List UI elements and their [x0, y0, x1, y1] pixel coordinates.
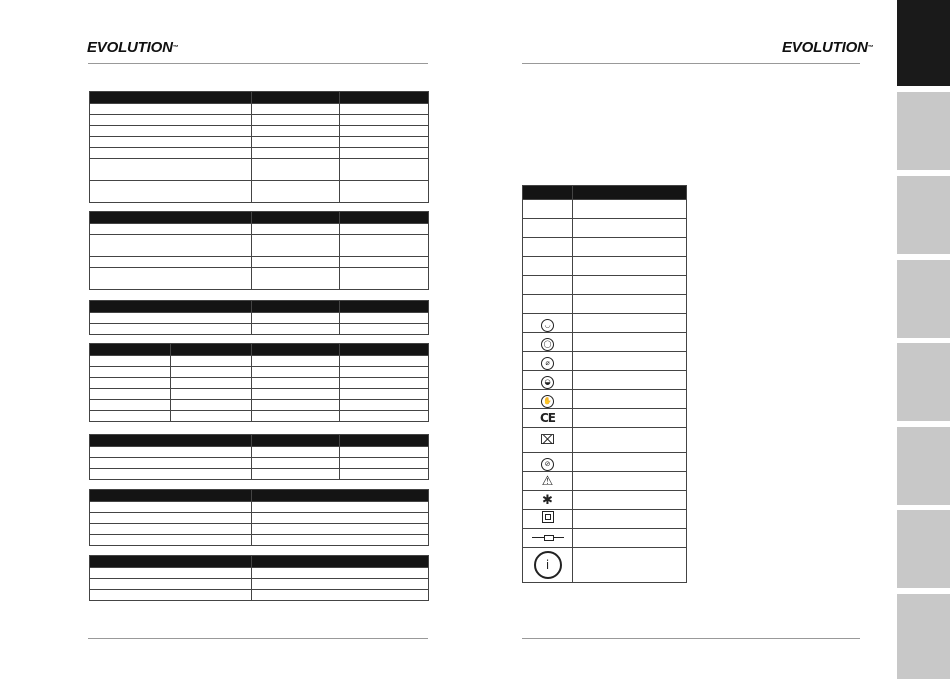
side-tab-7[interactable]	[897, 510, 950, 590]
no-hands-icon: ⊘	[541, 458, 554, 471]
footer-rule-right	[522, 638, 860, 639]
eye-protection-icon: ◯	[541, 338, 554, 351]
dust-mask-icon: ⌀	[541, 357, 554, 370]
symbols-table	[522, 185, 687, 583]
side-tab-5[interactable]	[897, 343, 950, 423]
weee-bin-icon: ⌧	[540, 433, 555, 448]
read-manual-icon: i	[534, 551, 562, 579]
ce-mark-icon: CE	[539, 411, 555, 425]
side-tab-6[interactable]	[897, 427, 950, 507]
brand-logo-left: EVOLUTION™	[87, 39, 179, 56]
side-tab-4[interactable]	[897, 260, 950, 340]
gloves-icon: ✋	[541, 395, 554, 408]
header-rule-left	[88, 63, 428, 64]
side-tab-2[interactable]	[897, 92, 950, 172]
fuse-icon	[532, 537, 564, 538]
ear-protection-icon: ◡	[541, 319, 554, 332]
side-tab-8[interactable]	[897, 594, 950, 681]
header-rule-right	[522, 63, 860, 64]
double-insulated-icon	[542, 511, 554, 523]
spec-table-dimensions	[89, 434, 429, 480]
side-tab-1[interactable]	[897, 0, 950, 88]
brand-logo-right: EVOLUTION™	[782, 39, 874, 56]
spec-table-machine	[89, 91, 429, 203]
spec-table-vibration	[89, 555, 429, 601]
side-tab-3[interactable]	[897, 176, 950, 256]
spec-table-noise	[89, 489, 429, 546]
spec-table-weights	[89, 300, 429, 335]
footer-rule-left	[88, 638, 428, 639]
spec-table-capacity	[89, 211, 429, 290]
laser-warning-icon: ✱	[542, 493, 553, 508]
warning-triangle-icon: ⚠	[541, 474, 554, 489]
spec-table-blade	[89, 343, 429, 422]
safety-helmet-icon: ◒	[541, 376, 554, 389]
